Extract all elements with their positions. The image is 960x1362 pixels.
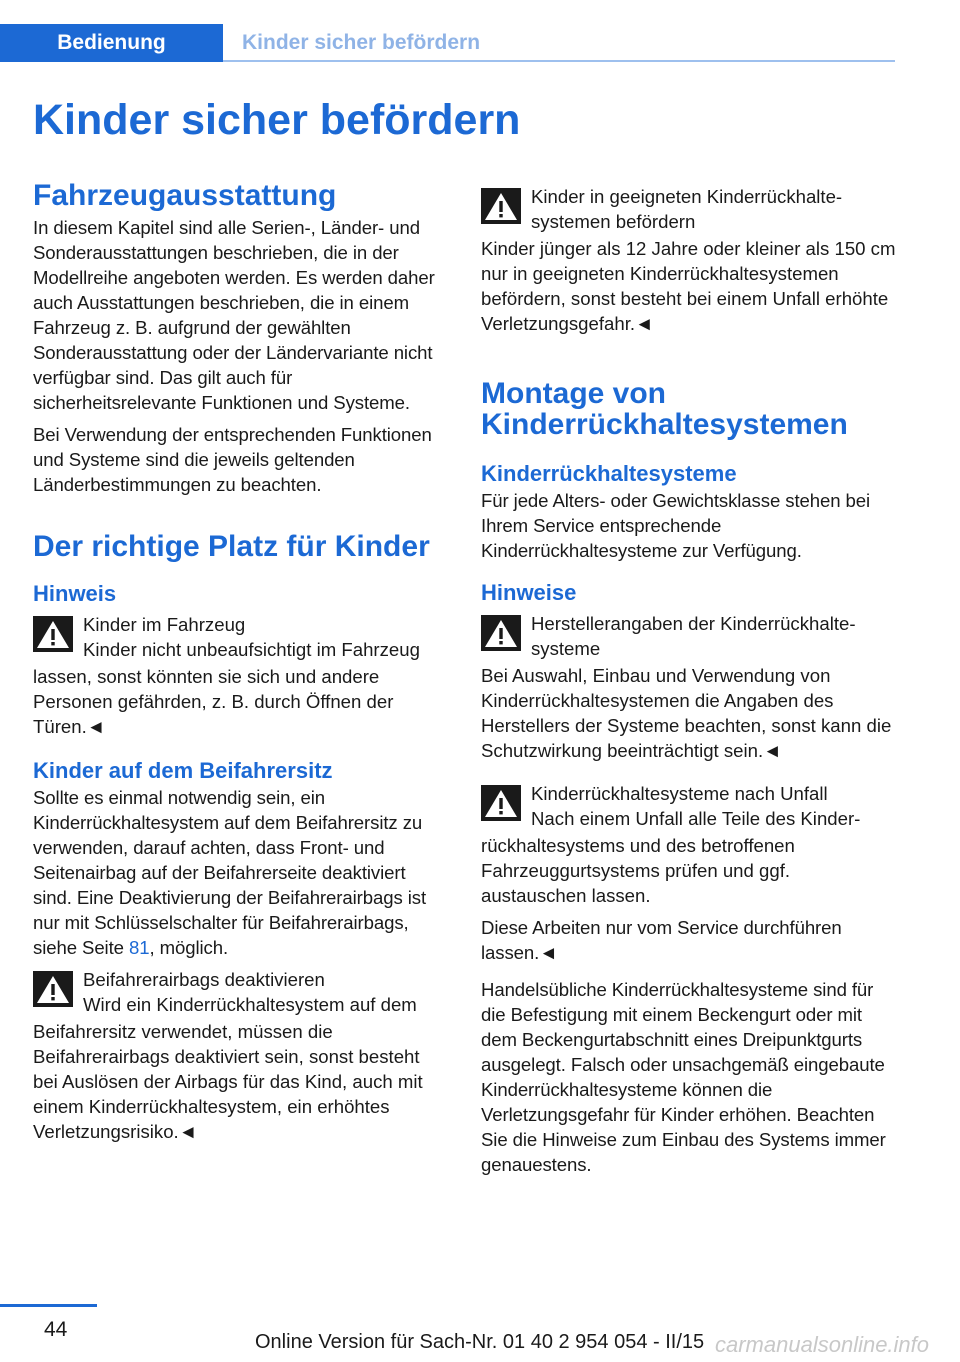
warning-title-line-2: systemen befördern [531, 211, 696, 232]
chapter-label: Bedienung [57, 31, 166, 54]
header-rule [223, 60, 895, 62]
heading-passenger-seat: Kinder auf dem Beifahrersitz [33, 758, 333, 783]
passenger-text-a: Sollte es einmal notwendig sein, ein Kinderrückhaltesystem auf dem Beifahrersitz zu verwenden, darauf achten, dass Front- und Seitenairbag auf der Beifahrerseite deaktiviert sind. Eine Deaktivierung der Beifahrerairbags ist nur mit Schlüsselschalter für Beifahrerairbags, siehe Seite [33, 787, 427, 958]
warning-text: lassen, sonst könnten sie sich und andere Personen gefährden, z. B. durch Öffnen der Türen.◄ [33, 666, 394, 737]
warning-first-line: Kinder nicht unbeaufsichtigt im Fahrzeug [83, 639, 420, 660]
warning-text: Kinder jünger als 12 Jahre oder kleiner als 150 cm nur in geeigneten Kinderrückhaltesystemen befördern, sonst besteht bei einem Unfall erhöhte Verletzungsgefahr.◄ [481, 238, 896, 334]
warning-title-line-2: systeme [531, 638, 601, 659]
paragraph-belts: Handelsübliche Kinderrückhaltesysteme sind für die Befestigung mit einem Beckengurt oder mit dem Beckengurtabschnitt eines Dreipunktgurts ausgelegt. Falsch oder unsachgemäß eingebaute Kinderrückhaltesysteme können die Verletzungsgefahr für Kinder erhöhen. Beachten Sie die Hinweise zum Einbau des Systems immer genauestens. [481, 979, 886, 1175]
warning-triangle-icon [481, 188, 521, 224]
warning-title-line-1: Kinder in geeigneten Kinderrückhalte- [531, 186, 843, 207]
heading-place: Der richtige Platz für Kinder [33, 530, 430, 563]
heading-child-restraints: Kinderrückhaltesysteme [481, 461, 737, 486]
heading-note: Hinweis [33, 581, 117, 606]
warning-triangle-icon [33, 971, 73, 1007]
page-title: Kinder sicher befördern [33, 96, 521, 144]
page-header [0, 24, 895, 62]
page-number: 44 [44, 1318, 68, 1341]
warning-manufacturer-info [481, 611, 896, 763]
warning-triangle-icon [481, 615, 521, 651]
warning-suitable-restraints [481, 184, 896, 336]
warning-triangle-icon [481, 785, 521, 821]
warning-first-line: Nach einem Unfall alle Teile des Kinder- [531, 808, 861, 829]
section-tab[interactable]: Kinder sicher befördern [242, 31, 481, 54]
heading-equipment: Fahrzeugausstattung [33, 179, 337, 212]
warning-first-line: Wird ein Kinderrückhaltesystem auf dem [83, 994, 417, 1015]
paragraph-equipment-2: Bei Verwendung der entsprechenden Funktionen und Systeme sind die jeweils geltenden Länderbestimmungen zu beachten. [33, 424, 432, 495]
paragraph-equipment-1: In diesem Kapitel sind alle Serien-, Länder- und Sonderausstattungen beschrieben, die in der Modellreihe angeboten werden. Es werden daher auch Ausstattungen beschrieben, die in einem Fahrzeug z. B. aufgrund der gewählten Sonderausstattung oder der Ländervariante nicht verfügbar sind. Das gilt auch für sicherheitsrelevante Funktionen und Systeme. [33, 217, 435, 413]
warning-children-in-vehicle [33, 612, 448, 739]
warning-title: Kinderrückhaltesysteme nach Unfall [531, 783, 828, 804]
chapter-tab[interactable] [0, 24, 223, 62]
passenger-text-b: , möglich. [149, 937, 229, 958]
left-column [33, 180, 448, 1151]
footer-version: Online Version für Sach-Nr. 01 40 2 954 054 - II/15 [255, 1331, 705, 1353]
page-link-81[interactable]: 81 [128, 937, 150, 958]
paragraph-passenger-seat [33, 785, 448, 960]
paragraph-service: Diese Arbeiten nur vom Service durchführen lassen.◄ [481, 917, 842, 963]
heading-notes: Hinweise [481, 580, 577, 605]
warning-text: rückhaltesystems und des betroffenen Fahrzeuggurtsystems prüfen und ggf. austauschen lassen. [481, 835, 795, 906]
warning-after-accident [481, 781, 896, 908]
heading-mounting: Montage von Kinderrückhaltesystemen [481, 377, 848, 441]
right-column [481, 180, 896, 1184]
page-number-rule [0, 1304, 97, 1307]
watermark: carmanualsonline.info [715, 1332, 930, 1357]
warning-title: Kinder im Fahrzeug [83, 614, 246, 635]
warning-text: Beifahrersitz verwendet, müssen die Beifahrerairbags deaktiviert sein, sonst besteht bei Auslösen der Airbags für das Kind, auch mit einem Kinderrückhaltesystem, ein erhöhtes Verletzungsrisiko.◄ [33, 1021, 423, 1142]
paragraph-child-restraints: Für jede Alters- oder Gewichtsklasse stehen bei Ihrem Service entsprechende Kinderrückhaltesysteme zur Verfügung. [481, 490, 871, 561]
warning-deactivate-airbags [33, 967, 448, 1144]
warning-title-line-1: Herstellerangaben der Kinderrückhalte- [531, 613, 856, 634]
warning-text: Bei Auswahl, Einbau und Verwendung von Kinderrückhaltesystemen die Angaben des Herstellers der Systeme beachten, sonst kann die Schutzwirkung beeinträchtigt sein.◄ [481, 665, 892, 761]
warning-title: Beifahrerairbags deaktivieren [83, 969, 325, 990]
warning-triangle-icon [33, 616, 73, 652]
